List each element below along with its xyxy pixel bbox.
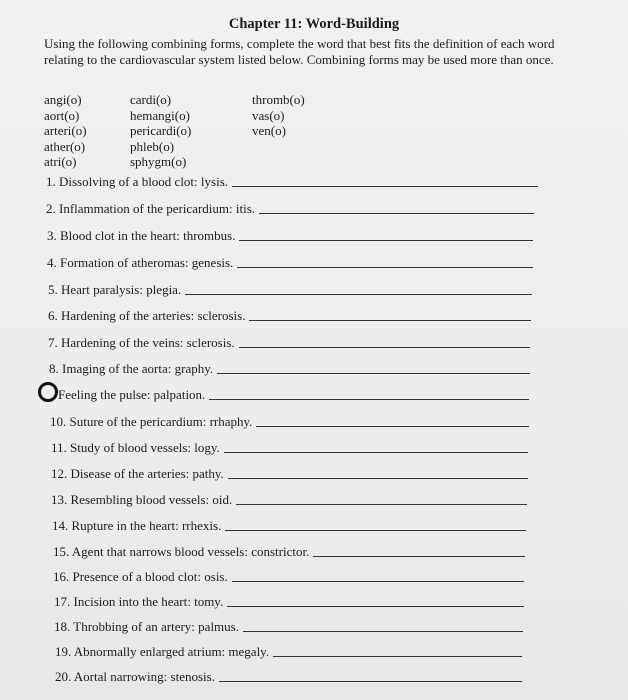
- question-text: 19. Abnormally enlarged atrium: megaly.: [55, 644, 270, 659]
- combining-form: phleb(o): [130, 138, 175, 154]
- combining-form: ather(o): [44, 138, 86, 154]
- question-item: [55, 667, 522, 685]
- question-item: [46, 199, 534, 217]
- combining-form: vas(o): [252, 107, 285, 123]
- answer-line[interactable]: [239, 239, 533, 241]
- question-text: 15. Agent that narrows blood vessels: constrictor.: [53, 544, 310, 559]
- question-item: [52, 516, 526, 534]
- answer-line[interactable]: [256, 425, 529, 427]
- combining-form: thromb(o): [252, 92, 305, 107]
- answer-line[interactable]: [236, 503, 527, 505]
- question-text: Feeling the pulse: palpation.: [58, 387, 206, 402]
- question-text: 11. Study of blood vessels: logy.: [51, 440, 220, 455]
- answer-line[interactable]: [227, 605, 524, 607]
- question-item: [47, 253, 533, 271]
- answer-line[interactable]: [224, 451, 528, 453]
- answer-line[interactable]: [185, 293, 532, 295]
- question-text: 13. Resembling blood vessels: oid.: [51, 492, 233, 507]
- question-text: 16. Presence of a blood clot: osis.: [53, 569, 228, 584]
- answer-line[interactable]: [209, 398, 529, 400]
- combining-form: aort(o): [44, 107, 80, 123]
- forms-column-2: [130, 92, 191, 170]
- question-item: [53, 542, 525, 560]
- question-text: 12. Disease of the arteries: pathy.: [51, 466, 224, 481]
- circle-mark-icon: [38, 382, 58, 402]
- combining-form: angi(o): [44, 92, 82, 107]
- combining-form: hemangi(o): [130, 107, 190, 123]
- answer-line[interactable]: [313, 555, 525, 557]
- answer-line[interactable]: [259, 212, 534, 214]
- combining-form: arteri(o): [44, 123, 87, 138]
- question-text: 14. Rupture in the heart: rrhexis.: [52, 518, 222, 533]
- combining-form: pericardi(o): [130, 123, 192, 138]
- combining-form: ven(o): [252, 123, 286, 138]
- answer-line[interactable]: [243, 630, 523, 632]
- forms-column-3: [252, 92, 305, 139]
- question-text: 5. Heart paralysis: plegia.: [48, 282, 182, 297]
- question-item: [51, 490, 527, 508]
- combining-form: cardi(o): [130, 92, 172, 107]
- combining-form: atri(o): [44, 154, 77, 169]
- question-text: 3. Blood clot in the heart: thrombus.: [47, 228, 236, 243]
- question-text: 7. Hardening of the veins: sclerosis.: [48, 335, 235, 350]
- instructions: Using the following combining forms, complete the word that best fits the definition of each word relating to the cardiovascular system listed below. Combining forms may be used more than once.: [44, 36, 555, 67]
- question-text: 10. Suture of the pericardium: rrhaphy.: [50, 414, 253, 429]
- page-title: Chapter 11: Word-Building: [228, 16, 400, 32]
- question-item: [51, 464, 528, 482]
- question-text: 18. Throbbing of an artery: palmus.: [54, 619, 239, 634]
- question-item: [48, 333, 530, 351]
- question-item: [54, 617, 523, 635]
- question-item: [47, 226, 533, 244]
- question-item: [50, 412, 529, 430]
- question-item: [49, 359, 530, 377]
- question-item: [51, 438, 528, 456]
- question-text: 2. Inflammation of the pericardium: itis.: [46, 201, 256, 216]
- answer-line[interactable]: [217, 372, 530, 374]
- question-text: 17. Incision into the heart: tomy.: [54, 594, 224, 609]
- question-text: 20. Aortal narrowing: stenosis.: [55, 669, 215, 684]
- question-item: [53, 567, 524, 585]
- question-text: 6. Hardening of the arteries: sclerosis.: [48, 308, 246, 323]
- question-text: 4. Formation of atheromas: genesis.: [47, 255, 234, 270]
- question-text: 8. Imaging of the aorta: graphy.: [49, 361, 214, 376]
- question-item: [54, 592, 524, 610]
- answer-line[interactable]: [228, 477, 528, 479]
- question-item: [46, 172, 538, 190]
- answer-line[interactable]: [249, 319, 531, 321]
- answer-line[interactable]: [237, 266, 533, 268]
- question-item: [55, 642, 522, 660]
- question-item: [58, 385, 529, 403]
- combining-form: sphygm(o): [130, 154, 187, 169]
- question-item: [48, 306, 531, 324]
- answer-line[interactable]: [219, 680, 522, 682]
- answer-line[interactable]: [239, 346, 530, 348]
- question-text: 1. Dissolving of a blood clot: lysis.: [46, 174, 228, 189]
- answer-line[interactable]: [232, 580, 524, 582]
- question-item: [48, 280, 532, 298]
- answer-line[interactable]: [273, 655, 522, 657]
- forms-column-1: [44, 92, 87, 170]
- answer-line[interactable]: [225, 529, 526, 531]
- answer-line[interactable]: [232, 185, 538, 187]
